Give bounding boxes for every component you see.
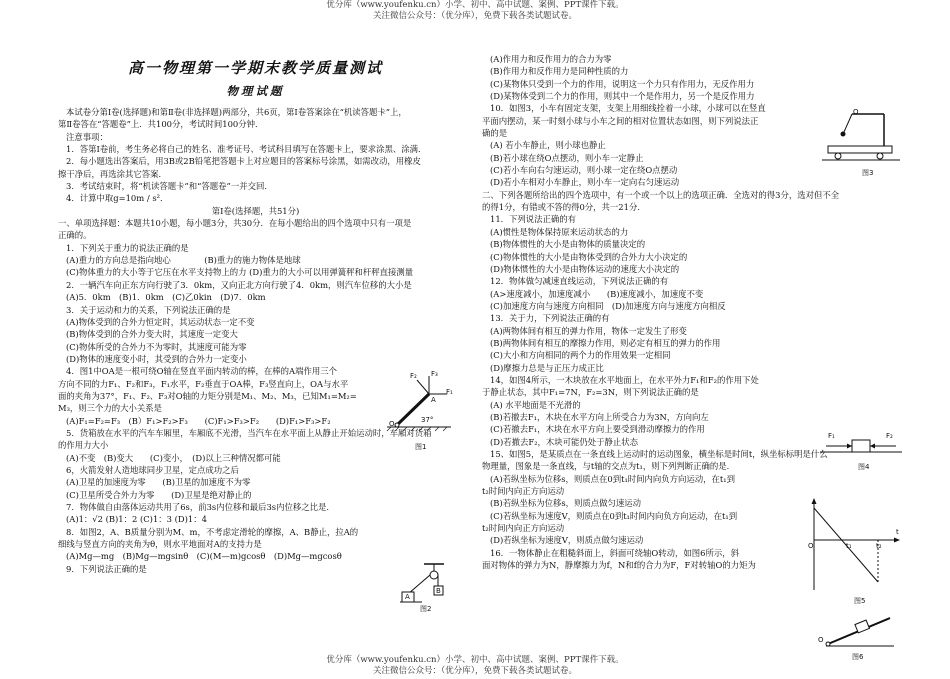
fig2-a: A (405, 593, 410, 601)
left-line: 注意事项： (66, 131, 108, 142)
fig5-label: 图5 (854, 597, 866, 605)
left-line: (A)1：√2 (B)1：2 (C)1：3 (D)1：4 (66, 514, 207, 525)
left-line: (C)物体重力的大小等于它压在水平支持物上的力 (D)重力的大小可以用弹簧秤和杆秤直接测量 (66, 267, 414, 278)
left-line: 1．下列关于重力的说法正确的是 (66, 242, 189, 253)
right-line: 平面内摆动，某一时刻小球与小车之间的相对位置状态如图，则下列说法正 (482, 115, 759, 126)
right-line: (A) 若小车静止，则小球也静止 (490, 140, 606, 151)
right-line: (B)若撤去F₁，木块在水平方向上所受合力为3N，方向向左 (490, 411, 709, 422)
fig1-f3: F₃ (431, 370, 438, 378)
fig5-t2: t₂ (876, 542, 882, 550)
right-line: (A)惯性是物体保持原来运动状态的力 (490, 226, 629, 237)
page-header (0, 0, 950, 22)
right-line: 15、如图5，是某质点在一条直线上运动时的运动图象，横坐标是时间t，纵坐标标明是什么 (490, 449, 828, 459)
fig5-t1: t₁ (846, 542, 852, 550)
figure-1 (385, 372, 455, 454)
left-line: (C)物体所受的合外力不为零时，其速度可能为零 (66, 341, 247, 352)
left-line: 的作用力大小 (58, 440, 109, 451)
exam-title: 高一物理第一学期末教学质量测试 (127, 59, 383, 77)
right-line: (D)若纵坐标为速度V，则质点做匀速运动 (490, 535, 644, 546)
left-line: (A)重力的方向总是指向地心 (B)重力的施力物体是地球 (66, 255, 301, 266)
right-line: (C)大小和方向相同的两个力的作用效果一定相同 (490, 350, 671, 361)
right-line: (B)若纵坐标为位移s，则质点做匀速运动 (490, 498, 641, 509)
right-line: (A>速度减小，加速度减小 (B)速度减小，加速度不变 (490, 288, 704, 299)
right-line: (D)若撤去F₂，木块可能仍处于静止状态 (490, 436, 639, 447)
left-line: 正确的。 (58, 230, 92, 241)
fig1-f2: F₂ (410, 372, 417, 380)
exam-subtitle: 物理试题 (226, 84, 285, 98)
figure-3 (822, 108, 900, 180)
left-line: (A)物体受到的合外力恒定时，其运动状态一定不变 (66, 316, 255, 327)
figure-1-drawing (385, 372, 455, 432)
left-line: (A)5．0km (B)1．0km (C)乙0kin (D)7．0km (66, 292, 266, 303)
left-line: 3．考试结束时，将“机读答题卡”和“答题卷”一并交回． (66, 181, 273, 192)
fig2-label: 图2 (420, 605, 432, 613)
right-line: t₂时间内向正方向运动 (482, 523, 565, 534)
right-line: 面对物体的弹力为N，静摩擦力为f，N和f的合力为F，F对转轴O的力矩为 (482, 560, 756, 571)
left-line: 4．计算中取g=10m / s²． (66, 193, 169, 204)
fig6-o: O (818, 636, 824, 644)
fig3-o: O (853, 108, 859, 116)
left-line: 面的夹角为37°，F₁、F₂、F₃对O轴的力矩分别是M₁、M₂、M₃，已知M₁=M₂= (58, 390, 357, 401)
figure-4 (818, 428, 904, 474)
fig1-f1: F₁ (446, 388, 453, 396)
left-line: (C)卫星所受合外力为零 (D)卫星是绝对静止的 (66, 489, 252, 500)
left-line: 2．一辆汽车向正东方向行驶了3．0km，又向正北方向行驶了4．0km，则汽车位移的大小是 (66, 279, 412, 290)
fig2-b: B (436, 587, 441, 595)
right-line: (C)物体惯性的大小是由物体受到的合外力大小决定的 (490, 251, 688, 262)
figure-2 (400, 562, 450, 614)
left-column (58, 48, 453, 575)
right-line: (A)若纵坐标为位移s，则质点在0到t₁时间内向负方向运动，在t₁到 (490, 473, 736, 484)
header-line-1: 优分库（www.youfenku.cn）小学、初中、高中试题、案例、PPT课件下载。 (326, 0, 624, 10)
right-line: (C)若撤去F₁，木块在水平方向上要受到滑动摩擦力的作用 (490, 424, 705, 435)
fig5-o: O (808, 542, 814, 550)
right-line: (D)物体惯性的大小是由物体运动的速度大小决定的 (490, 263, 680, 274)
left-line: 本试卷分第Ⅰ卷(选择题)和第Ⅱ卷(非选择题)两部分，共6页，第Ⅰ卷答案涂在“机读答题卡”上， (66, 107, 407, 117)
footer-line-1: 优分库（www.youfenku.cn）小学、初中、高中试题、案例、PPT课件下载。 (326, 655, 624, 665)
right-line: 确的是 (482, 128, 508, 139)
right-line: (C)若小车向右匀速运动，则小球一定在绕O点摆动 (490, 165, 678, 176)
right-line: 11．下列说法正确的有 (490, 214, 577, 225)
right-line: (D)若小车相对小车静止，则小车一定向右匀速运动 (490, 177, 680, 188)
fig5-t: t (896, 528, 899, 536)
left-line: 细线与竖直方向的夹角为θ，则水平地面对A的支持力是 (58, 539, 262, 550)
left-line: (B)物体受到的合外力变大时，其速度一定变大 (66, 329, 238, 340)
right-line: (B)两物体间有相互的摩擦力作用，则必定有相互的弹力的作用 (490, 337, 721, 348)
right-line: 10．如图3，小车有固定支架，支架上用细线拴着一小球，小球可以在竖直 (490, 103, 766, 114)
left-line: 1．答第Ⅰ卷前，考生务必将自己的姓名、准考证号、考试科目填写在答题卡上，要求涂黑、涂满． (66, 144, 427, 155)
left-line: 7．物体做自由落体运动共用了6s，前3s内位移和最后3s内位移之比是． (66, 502, 335, 512)
left-line: (A)卫星的加速度为零 (B)卫星的加速度不为零 (66, 477, 251, 488)
fig1-o: O (389, 420, 395, 428)
fig1-a: A (431, 396, 436, 404)
footer-line-2: 关注微信公众号：（优分库），免费下载各类试题试卷。 (372, 666, 577, 676)
fig1-angle: 37° (421, 416, 434, 424)
right-line: 14，如图4所示，一木块放在水平地面上，在水平外力F₁和F₂的作用下处 (490, 374, 759, 385)
right-line: 的得1分，有错或不答的得0分，共一21分． (482, 202, 646, 213)
right-line: (B)若小球在绕O点摆动，则小车一定静止 (490, 152, 644, 163)
left-line: 一、单项选择题：本题共10小题，每小题3分，共30分．在每小题给出的四个选项中只有一项是 (58, 218, 412, 229)
right-line: (C)某物体只受到一个力的作用，说明这一个力只有作用力，无反作用力 (490, 78, 755, 89)
left-line: 8．如图2，A、B质量分别为M、m，不考虑定滑轮的摩擦，A、B静止，拉A的 (66, 526, 359, 537)
figure-3-drawing (822, 108, 900, 164)
left-line: (A)Mg—mg (B)Mg—mgsinθ (C)(M—m)gcosθ (D)Mg—mgcosθ (66, 551, 342, 562)
fig1-label: 图1 (415, 443, 427, 451)
left-line: 5．货箱放在水平的汽车车厢里，车厢底不光滑，当汽车在水平面上从静止开始运动时，车厢对货箱 (66, 427, 432, 438)
left-line: 4．图1中OA是一根可绕O轴在竖直平面内转动的棒，在棒的A端作用三个 (66, 366, 337, 377)
left-line: 9．下列说法正确的是 (66, 563, 147, 574)
left-line: (A)F₁=F₂=F₃ (B）F₁>F₂>F₃ (C)F₁>F₃>F₂ (D)F₁>F₃>F₂ (66, 415, 331, 426)
figure-6-drawing (818, 612, 898, 652)
fig4-label: 图4 (858, 463, 870, 471)
left-line: 2．每小题选出答案后，用3B或2B铅笔把答题卡上对应题目的答案标号涂黑，如需改动，用橡皮 (66, 156, 421, 167)
left-line: (D)物体的速度变小时，其受到的合外力一定变小 (66, 353, 247, 364)
right-line: 12．物体做匀减速直线运动，下列说法正确的有 (490, 276, 669, 287)
right-line: (C)加速度方向与速度方向相同 (D)加速度方向与速度方向相反 (490, 300, 726, 311)
fig6-label: 图6 (852, 653, 864, 661)
left-line: 第Ⅱ卷答在“答题卷”上．共100分，考试时间100分钟． (58, 119, 264, 130)
left-line: 第Ⅰ卷(选择题，共51分) (211, 205, 300, 216)
right-line: 二、下列各题所给出的四个选项中，有一个或一个以上的选项正确．全选对的得3分，选对但不全 (482, 189, 840, 200)
left-text-lines (58, 106, 453, 575)
right-line: t₂时间内向正方向运动 (482, 486, 565, 497)
figure-5 (808, 498, 904, 610)
left-line: 6，火箭发射人造地球同步卫星，定点成功之后 (66, 464, 239, 475)
fig3-label: 图3 (862, 169, 874, 177)
right-line: 13．关于力，下列说法正确的有 (490, 313, 610, 324)
right-line: (D)某物体受到二个力的作用，则其中一个是作用力，另一个是反作用力 (490, 91, 755, 102)
left-line: 方向不同的力F₁、F₂和F₃，F₁水平，F₂垂直于OA棒，F₃竖直向上，OA与水平 (58, 378, 349, 389)
header-line-2: 关注微信公众号：（优分库），免费下载各类试题试卷。 (372, 11, 577, 21)
right-line: (C)若纵坐标为速度V，则质点在0到t₁时间内向负方向运动，在t₁到 (490, 510, 738, 521)
left-line: 擦干净后，再选涂其它答案． (58, 168, 167, 179)
figure-5-drawing (808, 498, 904, 594)
right-line: (B)物体惯性的大小是由物体的质量决定的 (490, 239, 646, 250)
right-line: (A)两物体间有相互的弹力作用，物体一定发生了形变 (490, 325, 687, 336)
left-line: (A)不变 (B)变大 (C)变小， (D)以上三种情况都可能 (66, 452, 281, 463)
right-line: (A) 水平地面是不光滑的 (490, 399, 581, 410)
page-footer (0, 655, 950, 677)
right-line: 物理量，图象是一条直线，与t轴的交点为t₁，则下列判断正确的是． (482, 461, 735, 472)
right-line: 16．一物体静止在粗糙斜面上，斜面可绕轴O转动，如图6所示，斜 (490, 547, 739, 558)
fig4-f2: F₂ (886, 432, 893, 440)
left-line: 3．关于运动和力的关系，下列说法正确的是 (66, 304, 231, 315)
right-line: 于静止状态，其中F₁=7N，F₂=3N，则下列说法正确的是 (482, 387, 699, 398)
left-line: M₃，则三个力的大小关系是 (58, 403, 163, 414)
fig4-f1: F₁ (828, 432, 835, 440)
right-line: (B)作用力和反作用力是同种性质的力 (490, 66, 629, 77)
right-line: (D)摩擦力总是与正压力成正比 (490, 362, 604, 373)
right-line: (A)作用力和反作用力的合力为零 (490, 54, 612, 64)
